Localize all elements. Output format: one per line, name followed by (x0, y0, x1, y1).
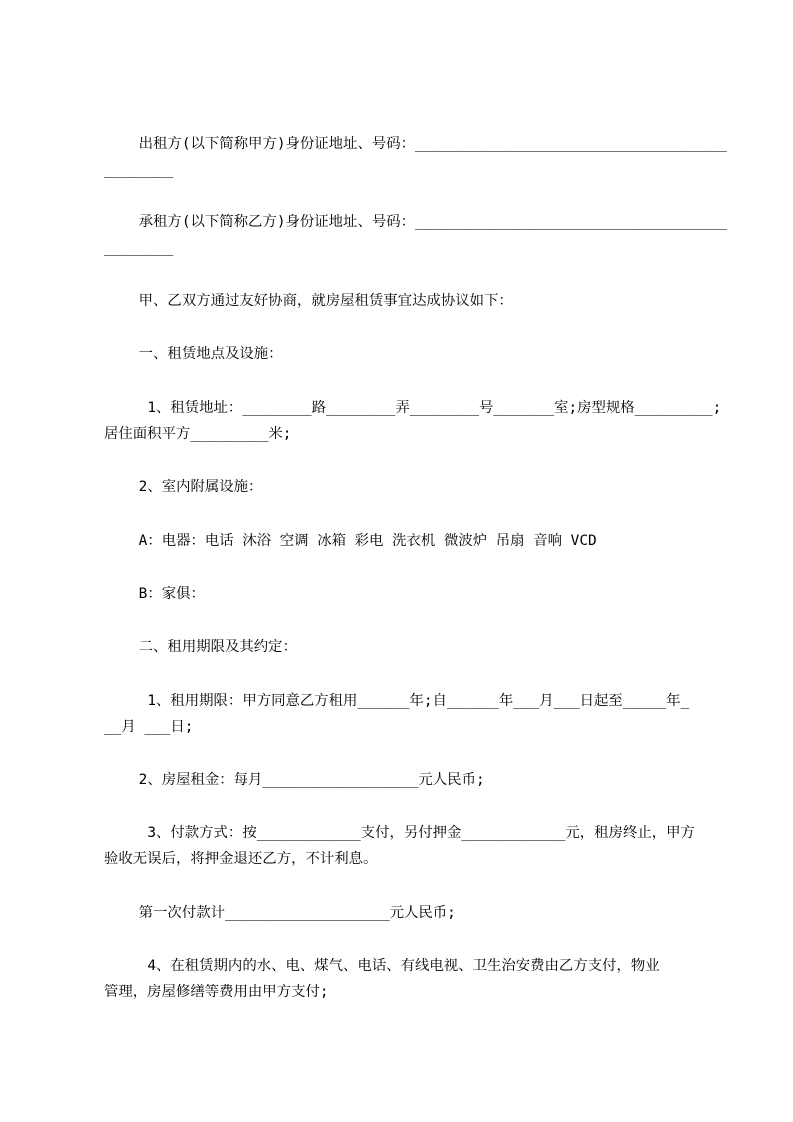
section-2-line: 二、租用期限及其约定： (104, 639, 297, 655)
rent-line: 2、房屋租金：每月__________________元人民币; (104, 772, 485, 788)
lessor-line-1: 出租方(以下简称甲方)身份证地址、号码：____________________________________ (104, 136, 727, 152)
furniture-paragraph (104, 581, 708, 607)
section-2-heading (104, 634, 708, 660)
utilities-line-1: 4、在租赁期内的水、电、煤气、电话、有线电视、卫生治安费由乙方支付，物业 (104, 958, 660, 974)
intro-paragraph (104, 288, 708, 314)
furniture-line: B：家俱： (104, 586, 205, 602)
first-payment-paragraph (104, 900, 708, 926)
rental-address-line-1: 1、租赁地址：________路________弄________号_______室;房型规格_________; (104, 400, 722, 416)
lessee-paragraph (104, 209, 727, 261)
rental-address-paragraph (104, 395, 722, 447)
appliances-line: A：电器：电话 沐浴 空调 冰箱 彩电 洗衣机 微波炉 吊扇 音响 VCD (104, 533, 597, 549)
facilities-line: 2、室内附属设施： (104, 479, 263, 495)
payment-method-paragraph (104, 820, 708, 872)
lease-term-line-2: __月 ___日; (104, 719, 194, 735)
intro-line-1: 甲、乙双方通过友好协商，就房屋租赁事宜达成协议如下： (104, 293, 513, 309)
lessee-line-2: ________ (104, 240, 174, 256)
rent-paragraph (104, 767, 708, 793)
lessee-line-1: 承租方(以下简称乙方)身份证地址、号码：____________________________________ (104, 214, 727, 230)
section-1-heading (104, 341, 708, 367)
lessor-line-2: ________ (104, 162, 174, 178)
payment-method-line-1: 3、付款方式：按____________支付，另付押金____________元，租房终止，甲方 (104, 825, 695, 841)
first-payment-line: 第一次付款计___________________元人民币; (104, 905, 456, 921)
utilities-line-2: 管理，房屋修缮等费用由甲方支付; (104, 984, 329, 1000)
facilities-heading (104, 474, 708, 500)
section-1-line: 一、租赁地点及设施： (104, 346, 283, 362)
appliances-paragraph (104, 528, 708, 554)
rental-address-line-2: 居住面积平方_________米; (104, 426, 292, 442)
lessor-paragraph (104, 131, 727, 183)
utilities-paragraph (104, 953, 708, 1005)
payment-method-line-2: 验收无误后，将押金退还乙方，不计利息。 (104, 851, 378, 867)
lease-term-line-1: 1、租用期限：甲方同意乙方租用______年;自______年___月___日起至_____年_ (104, 693, 690, 709)
lease-term-paragraph (104, 688, 708, 740)
